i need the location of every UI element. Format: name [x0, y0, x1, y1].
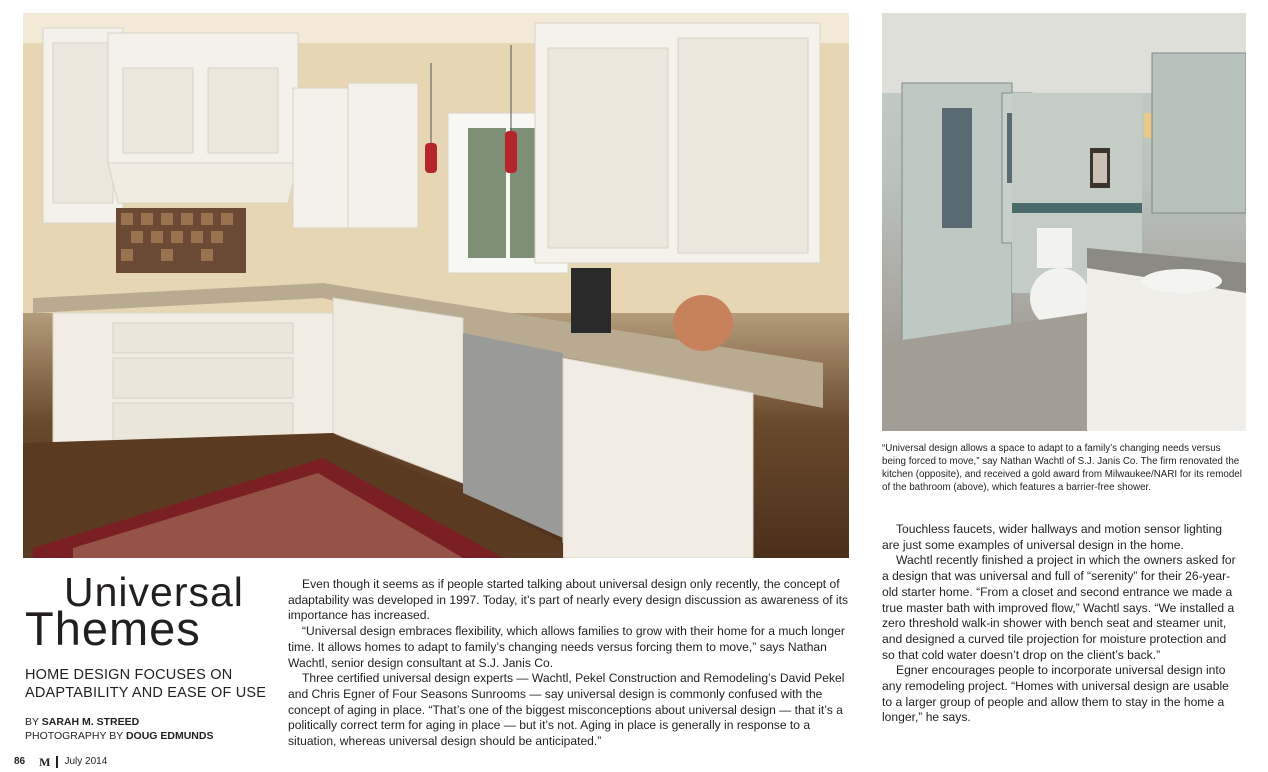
bathroom-photo	[882, 13, 1246, 431]
page-number: 86	[14, 756, 26, 767]
photo-caption: “Universal design allows a space to adapt to a family’s changing needs versus being forced to move,” say Nathan Wachtl of S.J. Janis Co. The firm renovated the kitchen (opposite), and received a gold award from Milwaukee/NARI for its remodel of the bathroom (above), which features a barrier-free shower.	[882, 443, 1242, 493]
author-prefix: BY	[25, 716, 42, 728]
kitchen-photo	[23, 13, 849, 558]
photo-credit-prefix: PHOTOGRAPHY BY	[25, 730, 126, 742]
author-name: SARAH M. STREED	[41, 716, 140, 728]
author-line	[25, 715, 213, 729]
body-paragraph: Even though it seems as if people started talking about universal design only recently, the concept of adaptability was developed in 1997. Today, it’s part of nearly every design discussion as awareness of its importance has increased.	[288, 577, 848, 623]
bathroom-illustration	[882, 13, 1246, 431]
body-paragraph: Touchless faucets, wider hallways and motion sensor lighting are just some examples of universal design in the home.	[882, 522, 1223, 552]
body-paragraph: Wachtl recently finished a project in which the owners asked for a design that was universal and full of “serenity” for their 26-year-old starter home. “From a closet and second entrance we made a true master bath with improved flow,” Wachtl says. “We installed a zero threshold walk-in shower with bench seat and steamer unit, and designed a curved tile projection for moisture protection and so that cold water doesn’t drop on the client’s back.”	[882, 553, 1236, 662]
issue-date: July 2014	[64, 756, 108, 767]
article-title-line2: Themes	[25, 602, 201, 655]
body-column-main	[288, 577, 848, 750]
body-paragraph: Three certified universal design experts — Wachtl, Pekel Construction and Remodeling’s David Pekel and Chris Egner of Four Seasons Sunrooms — say universal design is commonly confused with the concept of aging in place. “That’s one of the biggest misconceptions about universal design — that it’s a politically correct term for aging in place — but it’s not. Aging in place is generally in response to a situation, whereas universal design should be anticipated.”	[288, 671, 845, 749]
photographer-name: DOUG EDMUNDS	[125, 730, 214, 742]
magazine-logo: M	[39, 755, 51, 769]
photo-credit-line	[25, 729, 213, 743]
article-title-line1: Universal	[64, 569, 244, 615]
body-paragraph: “Universal design embraces flexibility, which allows families to grow with their home for a much longer time. It allows homes to adapt to family’s changing needs versus forcing them to move,” says Nathan Wachtl, senior design consultant at S.J. Janis Co.	[288, 624, 845, 670]
body-column-right	[882, 522, 1238, 726]
body-paragraph: Egner encourages people to incorporate universal design into any remodeling project. “Homes with universal design are usable to a larger group of people and allow them to stay in the home a longer,” he says.	[882, 663, 1229, 725]
kitchen-illustration	[23, 13, 849, 558]
byline	[25, 715, 213, 743]
footer-divider	[56, 756, 58, 768]
page-footer	[14, 755, 107, 769]
article-subhead: HOME DESIGN FOCUSES ON ADAPTABILITY AND EASE OF USE	[25, 667, 267, 701]
